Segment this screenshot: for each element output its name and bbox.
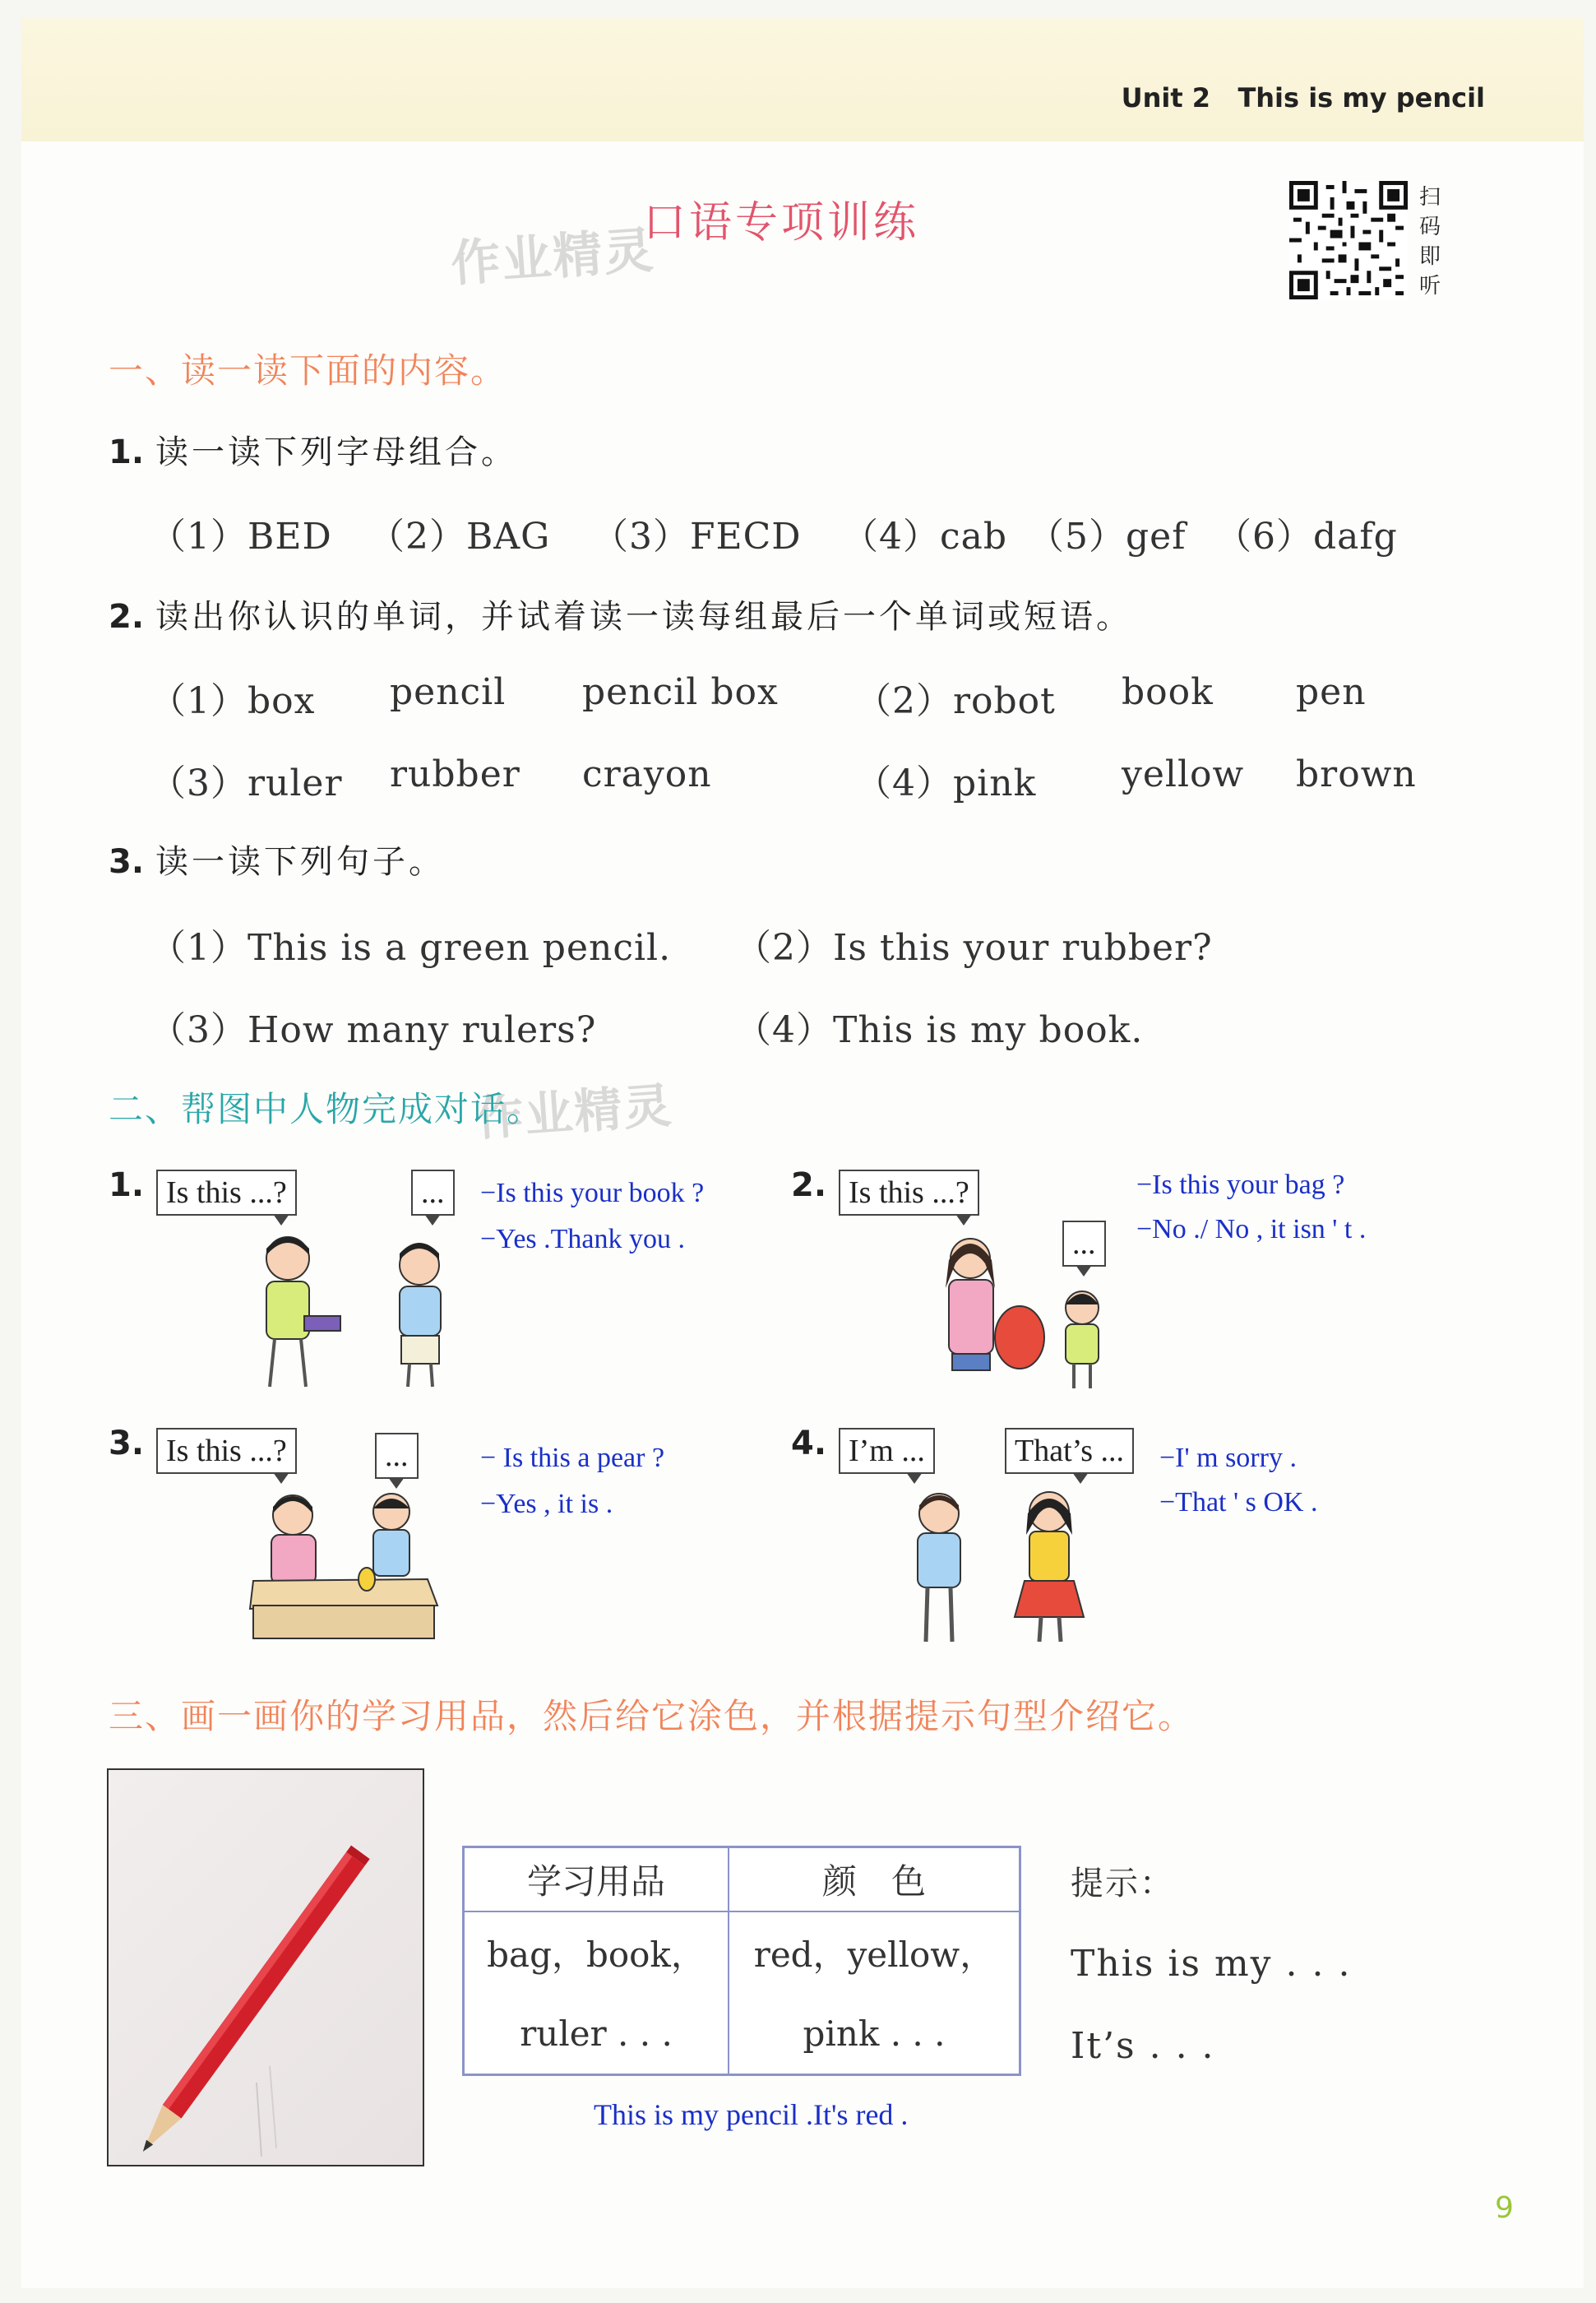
answer-text: −I' m sorry .: [1159, 1443, 1297, 1473]
word: （4）pink: [855, 762, 1037, 804]
unit-label: Unit 2 This is my pencil: [1121, 82, 1485, 114]
children-with-pear-illustration: [247, 1482, 444, 1643]
letter-combo: （3）FECD: [592, 516, 802, 558]
answer-text: −Is this your bag ?: [1136, 1170, 1345, 1200]
watermark-2: 作业精灵: [474, 1077, 675, 1147]
page-number: 9: [1495, 2191, 1514, 2225]
table-header-row: [464, 1847, 1020, 1912]
dialog-number: 2.: [791, 1166, 827, 1204]
letter-combo: （1）BED: [150, 516, 332, 558]
dialog-number: 3.: [109, 1425, 145, 1462]
table-header: 颜 色: [729, 1847, 1020, 1912]
word: （2）robot: [855, 680, 1056, 722]
answer-text: −Yes .Thank you .: [480, 1224, 686, 1254]
qr-code-icon[interactable]: [1289, 181, 1408, 299]
table-row: [464, 1993, 1020, 2075]
speech-bubble: [411, 1170, 455, 1216]
hint-label: 提示：: [1071, 1865, 1174, 1902]
question-number: 3.: [109, 843, 145, 881]
word: rubber: [390, 753, 520, 795]
boy-and-girl-apology-illustration: [885, 1485, 1107, 1645]
letter-combo: （5）gef: [1028, 516, 1187, 558]
answer-text: −No ./ No , it isn ' t .: [1136, 1214, 1367, 1244]
word: yellow: [1122, 753, 1245, 795]
sentence: （1）This is a green pencil.: [150, 927, 672, 969]
speech-bubble: [839, 1170, 979, 1216]
boy-handing-book-illustration: [238, 1226, 477, 1390]
answer-text: − Is this a pear ?: [480, 1443, 665, 1473]
speech-bubble: [375, 1433, 419, 1479]
bubble-text: ...: [385, 1439, 409, 1473]
word: pencil box: [582, 671, 779, 713]
section-1-heading: 一、读一读下面的内容。: [109, 350, 507, 391]
table-cell: red，yellow，: [729, 1911, 1020, 1993]
answer-text: This is my pencil .It's red .: [594, 2098, 909, 2131]
bubble-text: ...: [1072, 1226, 1096, 1261]
word: brown: [1296, 753, 1417, 795]
letter-combo: （4）cab: [842, 516, 1008, 558]
speech-bubble: [1005, 1428, 1134, 1474]
bubble-text: Is this ...?: [166, 1434, 287, 1468]
qr-label: 扫码即听: [1419, 185, 1441, 299]
question-text: 读一读下列句子。: [155, 843, 446, 881]
question-number: 1.: [109, 433, 145, 471]
pencil-photo: [107, 1768, 424, 2166]
sentence: （2）Is this your rubber?: [735, 927, 1213, 969]
table-header: 学习用品: [464, 1847, 729, 1912]
hint-line: It’s . . .: [1071, 2025, 1215, 2067]
dialog-number: 1.: [109, 1166, 145, 1204]
supplies-table: [462, 1846, 1021, 2076]
pencil-icon: [109, 1770, 423, 2165]
dialog-number: 4.: [791, 1425, 827, 1462]
question-text: 读一读下列字母组合。: [155, 433, 518, 471]
word: pencil: [390, 671, 507, 713]
question-number: 2.: [109, 598, 145, 636]
speech-bubble: [839, 1428, 935, 1474]
table-cell: pink . . .: [729, 1993, 1020, 2075]
answer-text: −That ' s OK .: [1159, 1487, 1318, 1518]
speech-bubble: [156, 1428, 297, 1474]
bubble-text: Is this ...?: [166, 1175, 287, 1210]
watermark-1: 作业精灵: [449, 221, 657, 294]
bubble-text: Is this ...?: [849, 1175, 969, 1210]
word: （1）box: [150, 680, 316, 722]
section-3-heading: 三、画一画你的学习用品，然后给它涂色，并根据提示句型介绍它。: [109, 1696, 1195, 1736]
letter-combo: （6）dafg: [1215, 516, 1398, 558]
sentence: （3）How many rulers?: [150, 1009, 597, 1051]
section-2-heading: 二、帮图中人物完成对话。: [109, 1089, 544, 1129]
table-cell: bag，book，: [464, 1911, 729, 1993]
letter-combo: （2）BAG: [368, 516, 551, 558]
table-cell: ruler . . .: [464, 1993, 729, 2075]
hint-line: This is my . . .: [1071, 1943, 1352, 1985]
bubble-text: I’m ...: [849, 1434, 925, 1468]
word: crayon: [582, 753, 712, 795]
answer-text: −Is this your book ?: [480, 1178, 705, 1208]
page-title: 口语专项训练: [642, 198, 919, 248]
speech-bubble: [156, 1170, 297, 1216]
question-3: [109, 836, 445, 883]
word: pen: [1296, 671, 1367, 713]
word: （3）ruler: [150, 762, 343, 804]
word: book: [1122, 671, 1214, 713]
question-2: [109, 591, 1132, 637]
table-row: [464, 1911, 1020, 1993]
answer-text: −Yes , it is .: [480, 1489, 613, 1519]
woman-with-bag-illustration: [913, 1230, 1126, 1392]
question-text: 读出你认识的单词，并试着读一读每组最后一个单词或短语。: [155, 598, 1133, 636]
bubble-text: That’s ...: [1015, 1434, 1124, 1468]
header-band: [21, 18, 1584, 141]
bubble-text: ...: [421, 1175, 445, 1210]
sentence: （4）This is my book.: [735, 1009, 1144, 1051]
question-1: [109, 426, 517, 473]
